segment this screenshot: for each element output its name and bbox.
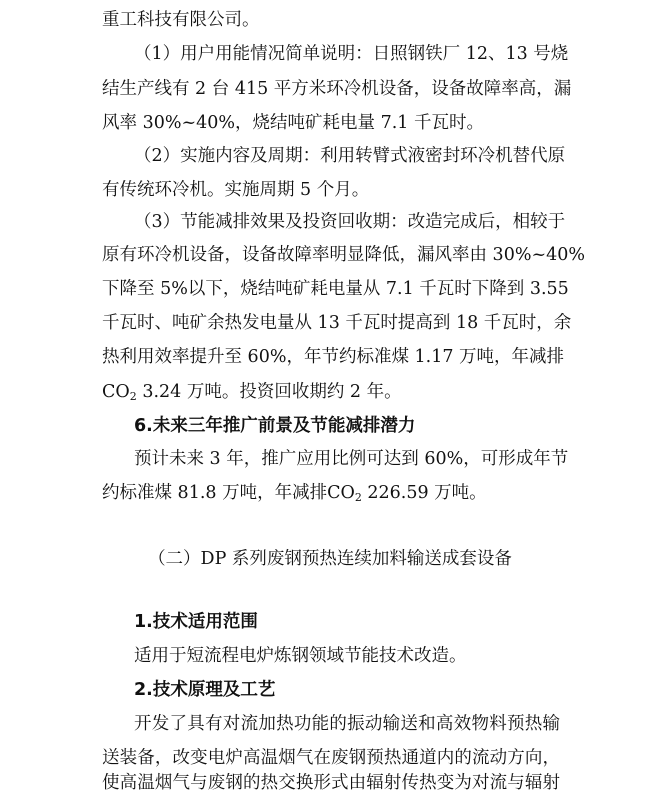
paragraph-line: （1）用户用能情况简单说明：日照钢铁厂 12、13 号烧 [134,44,569,64]
paragraph-line: 送装备，改变电炉高温烟气在废钢预热通道内的流动方向， [102,748,560,768]
subsection-heading: 2.技术原理及工艺 [134,680,276,700]
text-run: 226.59 万吨。 [361,483,487,503]
paragraph-line: 适用于短流程电炉炼钢领域节能技术改造。 [134,646,467,666]
paragraph-line: 风率 30%~40%，烧结吨矿耗电量 7.1 千瓦时。 [102,113,484,133]
subscript: 2 [354,491,362,504]
paragraph-line: 有传统环冷机。实施周期 5 个月。 [102,180,370,200]
paragraph-line: 下降至 5%以下，烧结吨矿耗电量从 7.1 千瓦时下降到 3.55 [102,279,569,299]
paragraph-line: 使高温烟气与废钢的热交换形式由辐射传热变为对流与辐射 [102,773,560,793]
paragraph-line: 重工科技有限公司。 [102,10,260,30]
text-run: 约标准煤 81.8 万吨，年减排CO [102,483,355,503]
section-heading: 6.未来三年推广前景及节能减排潜力 [134,416,416,436]
text-run: CO [102,382,130,402]
paragraph-line [102,481,560,505]
paragraph-line: （3）节能减排效果及投资回收期：改造完成后，相较于 [134,212,566,232]
paragraph-line: 原有环冷机设备，设备故障率明显降低，漏风率由 30%~40% [102,245,586,265]
paragraph-line: （2）实施内容及周期：利用转臂式液密封环冷机替代原 [134,146,566,166]
paragraph-line: 开发了具有对流加热功能的振动输送和高效物料预热输 [134,714,560,734]
subsection-heading: 1.技术适用范围 [134,612,258,632]
subscript: 2 [129,390,137,403]
paragraph-line: 热利用效率提升至 60%，年节约标准煤 1.17 万吨，年减排 [102,347,565,367]
paragraph-line: 预计未来 3 年，推广应用比例可达到 60%，可形成年节 [134,449,569,469]
paragraph-line: 结生产线有 2 台 415 平方米环冷机设备，设备故障率高，漏 [102,79,572,99]
text-run: 3.24 万吨。投资回收期约 2 年。 [136,382,402,402]
paragraph-line [102,380,560,404]
section-title: （二）DP 系列废钢预热连续加料输送成套设备 [148,549,512,569]
paragraph-line: 千瓦时、吨矿余热发电量从 13 千瓦时提高到 18 千瓦时，余 [102,313,572,333]
